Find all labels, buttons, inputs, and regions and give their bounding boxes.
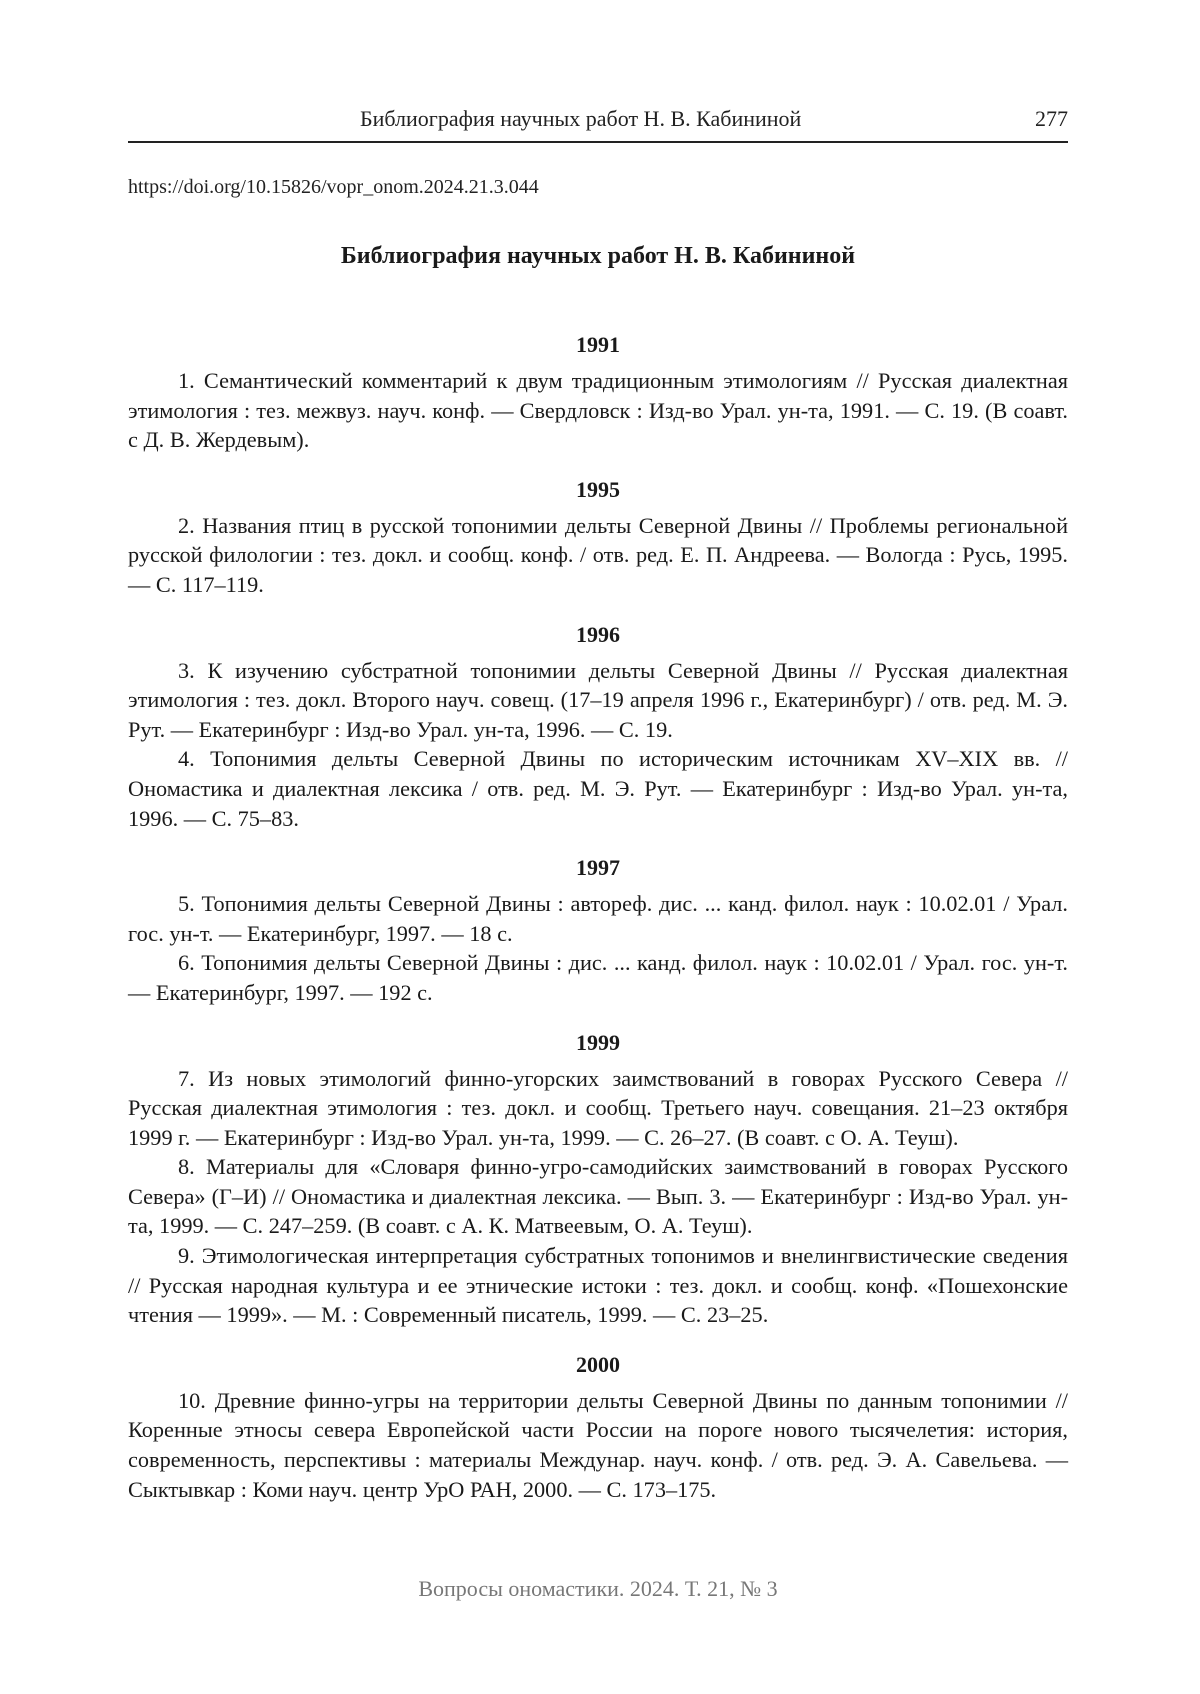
year-heading: 1996 <box>576 621 620 647</box>
year-section-1997 <box>128 853 1068 1007</box>
year-heading: 2000 <box>576 1351 620 1377</box>
year-section-1999 <box>128 1028 1068 1330</box>
header-rule <box>128 141 1068 143</box>
article-title: Библиография научных работ Н. В. Кабининой <box>340 243 856 269</box>
bibliography-entry: 2. Названия птиц в русской топонимии дельты Северной Двины // Проблемы региональной русской филологии : тез. докл. и сообщ. конф. / отв. ред. Е. П. Андреева. — Вологда : Русь, 1995. — С. 117–119. <box>128 512 1068 597</box>
bibliography-entry: 6. Топонимия дельты Северной Двины : дис. ... канд. филол. наук : 10.02.01 / Урал. гос. ун-т. — Екатеринбург, 1997. — 192 с. <box>128 950 1068 1005</box>
running-footer: Вопросы ономастики. 2024. Т. 21, № 3 <box>418 1576 778 1601</box>
year-heading: 1999 <box>576 1029 620 1055</box>
running-header <box>128 104 1068 138</box>
bibliography-entry: 9. Этимологическая интерпретация субстратных топонимов и внелингвистические сведения // Русская народная культура и ее этнические истоки : тез. докл. и сообщ. конф. «Пошехонские чтения — 1999». — М. : Современный писатель, 1999. — С. 23–25. <box>128 1243 1068 1328</box>
page-number: 277 <box>1035 106 1068 131</box>
year-section-1995 <box>128 475 1068 600</box>
doi-link[interactable]: https://doi.org/10.15826/vopr_onom.2024.21.3.044 <box>128 176 539 198</box>
year-section-2000 <box>128 1350 1068 1504</box>
bibliography-entry: 3. К изучению субстратной топонимии дельты Северной Двины // Русская диалектная этимология : тез. докл. Второго науч. совещ. (17–19 апреля 1996 г., Екатеринбург) / отв. ред. М. Э. Рут. — Екатеринбург : Изд-во Урал. ун-та, 1996. — С. 19. <box>128 657 1068 742</box>
bibliography-entry: 4. Топонимия дельты Северной Двины по историческим источникам XV–XIX вв. // Ономастика и диалектная лексика / отв. ред. М. Э. Рут. — Екатеринбург : Изд-во Урал. ун-та, 1996. — С. 75–83. <box>128 746 1068 831</box>
bibliography-entry: 5. Топонимия дельты Северной Двины : автореф. дис. ... канд. филол. наук : 10.02.01 / Урал. гос. ун-т. — Екатеринбург, 1997. — 18 с. <box>128 891 1068 946</box>
bibliography <box>128 330 1068 1524</box>
bibliography-entry: 10. Древние финно-угры на территории дельты Северной Двины по данным топонимии // Коренные этносы севера Европейской части России на пороге нового тысячелетия: история, современность, перспективы : материалы Междунар. науч. конф. / отв. ред. Э. А. Савельева. — Сыктывкар : Коми науч. центр УрО РАН, 2000. — С. 173–175. <box>128 1387 1068 1502</box>
year-heading: 1991 <box>576 332 620 357</box>
running-header-title: Библиография научных работ Н. В. Кабининой <box>360 106 802 131</box>
year-heading: 1995 <box>576 476 620 502</box>
bibliography-entry: 7. Из новых этимологий финно-угорских заимствований в говорах Русского Севера // Русская диалектная этимология : тез. докл. и сообщ. Третьего науч. совещания. 21–23 октября 1999 г. — Екатеринбург : Изд-во Урал. ун-та, 1999. — С. 26–27. (В соавт. с О. А. Теуш). <box>128 1065 1068 1150</box>
document-page <box>128 0 1068 1694</box>
year-heading: 1997 <box>576 855 620 881</box>
bibliography-entry: 8. Материалы для «Словаря финно-угро-самодийских заимствований в говорах Русского Севера» (Г–И) // Ономастика и диалектная лексика. — Вып. 3. — Екатеринбург : Изд-во Урал. ун-та, 1999. — С. 247–259. (В соавт. с А. К. Матвеевым, О. А. Теуш). <box>128 1154 1068 1239</box>
bibliography-entry: 1. Семантический комментарий к двум традиционным этимологиям // Русская диалектная этимология : тез. межвуз. науч. конф. — Свердловск : Изд-во Урал. ун-та, 1991. — С. 19. (В соавт. с Д. В. Жердевым). <box>128 368 1068 453</box>
year-section-1996 <box>128 620 1068 834</box>
year-section-1991 <box>128 330 1068 455</box>
